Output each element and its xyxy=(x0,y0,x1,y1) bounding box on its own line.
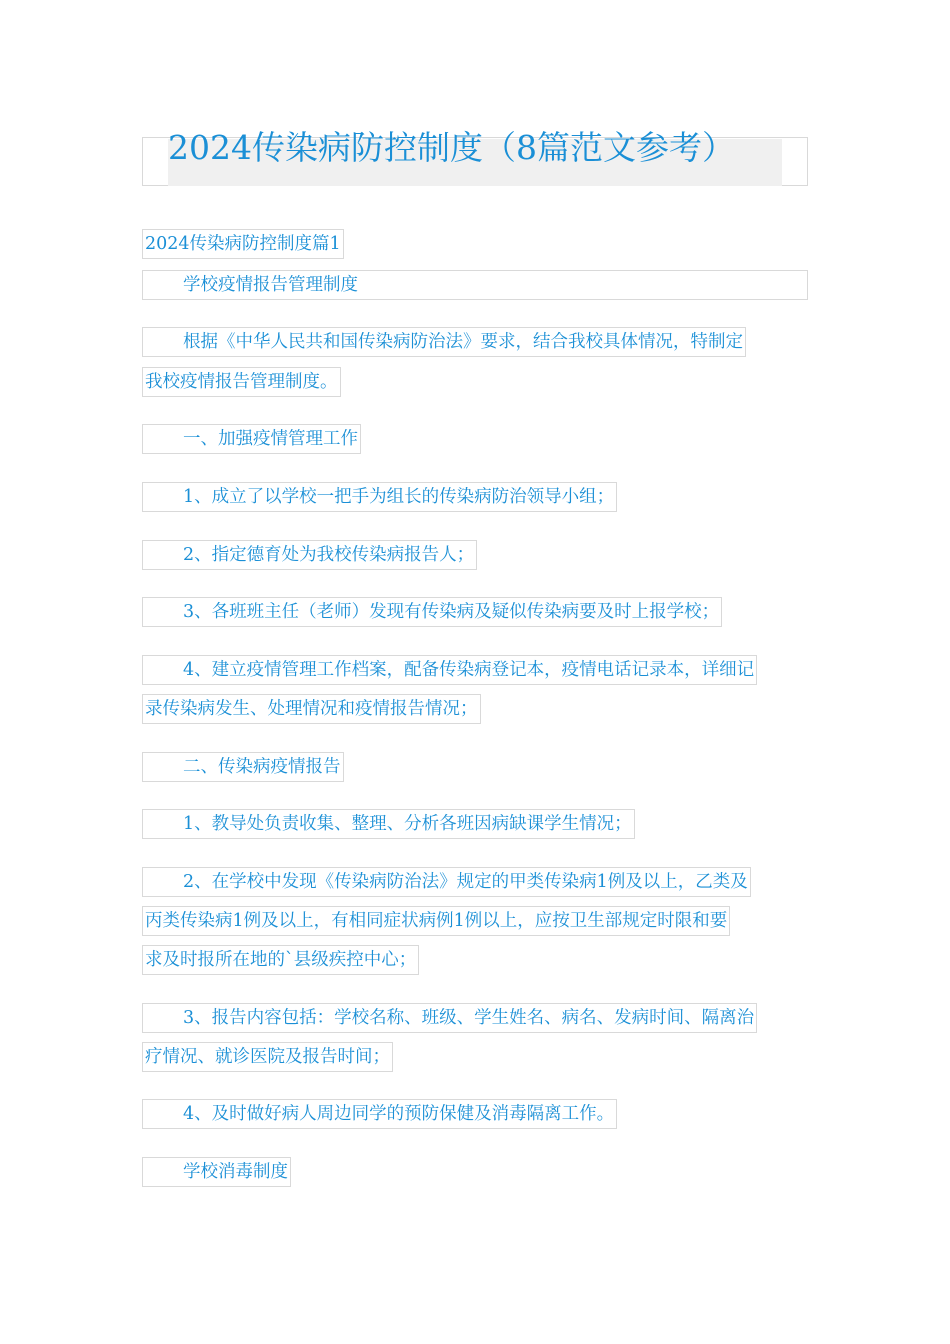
text-line: 4、及时做好病人周边同学的预防保健及消毒隔离工作。 xyxy=(142,1099,617,1129)
document-title: 2024传染病防控制度（8篇范文参考） xyxy=(168,128,735,167)
text-line: 2、在学校中发现《传染病防治法》规定的甲类传染病1例及以上，乙类及 xyxy=(142,867,751,897)
text-line: 1、成立了以学校一把手为组长的传染病防治领导小组； xyxy=(142,482,617,512)
text-line: 3、报告内容包括：学校名称、班级、学生姓名、病名、发病时间、隔离治 xyxy=(142,1003,757,1033)
text-line: 根据《中华人民共和国传染病防治法》要求，结合我校具体情况，特制定 xyxy=(142,327,746,357)
text-line: 2、指定德育处为我校传染病报告人； xyxy=(142,540,477,570)
text-line: 一、加强疫情管理工作 xyxy=(142,424,361,454)
text-line: 我校疫情报告管理制度。 xyxy=(142,367,341,397)
text-line: 丙类传染病1例及以上，有相同症状病例1例以上，应按卫生部规定时限和要 xyxy=(142,906,730,936)
text-line: 学校消毒制度 xyxy=(142,1157,291,1187)
text-line: 疗情况、就诊医院及报告时间； xyxy=(142,1042,393,1072)
section-heading: 2024传染病防控制度篇1 xyxy=(142,229,344,259)
text-line: 求及时报所在地的`县级疾控中心； xyxy=(142,945,419,975)
text-line: 录传染病发生、处理情况和疫情报告情况； xyxy=(142,694,481,724)
text-line: 二、传染病疫情报告 xyxy=(142,752,344,782)
text-line: 1、教导处负责收集、整理、分析各班因病缺课学生情况； xyxy=(142,809,635,839)
text-line: 学校疫情报告管理制度 xyxy=(142,270,808,300)
text-line: 3、各班班主任（老师）发现有传染病及疑似传染病要及时上报学校； xyxy=(142,597,722,627)
text-line: 4、建立疫情管理工作档案，配备传染病登记本，疫情电话记录本，详细记 xyxy=(142,655,757,685)
